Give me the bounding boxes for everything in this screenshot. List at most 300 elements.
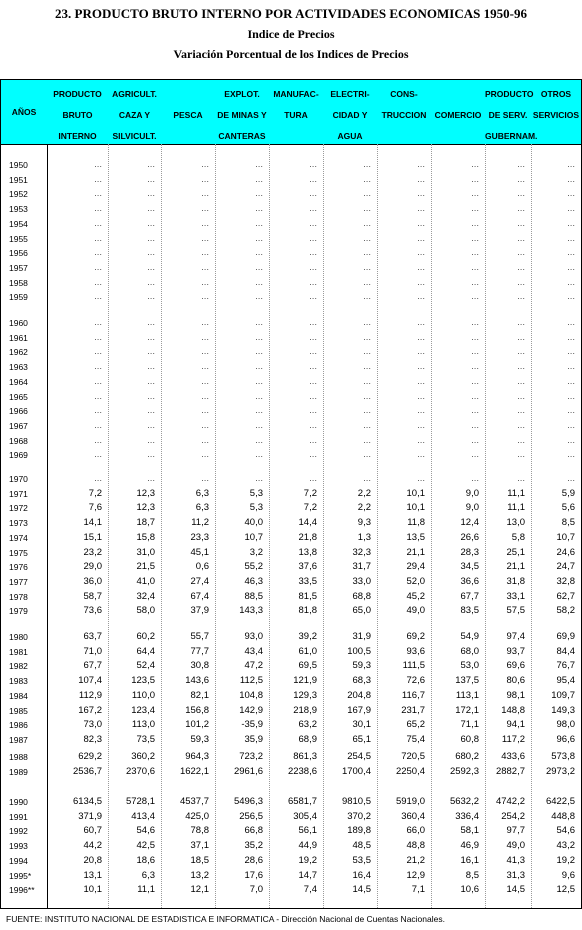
table-cell: 3,2 <box>249 546 263 558</box>
table-cell: ... <box>471 232 479 244</box>
table-cell: ... <box>363 173 371 185</box>
table-cell: ... <box>471 173 479 185</box>
table-cell: ... <box>417 291 425 303</box>
table-row <box>1 472 581 487</box>
table-cell: ... <box>201 405 209 417</box>
table-cell: 7,6 <box>88 502 102 514</box>
row-year: 1961 <box>9 332 28 343</box>
table-cell: ... <box>201 232 209 244</box>
table-cell: 13,0 <box>506 517 525 529</box>
table-subtitle: Indice de Precios <box>247 27 335 41</box>
table-cell: ... <box>417 473 425 484</box>
table-cell: ... <box>363 449 371 461</box>
table-cell: ... <box>417 247 425 259</box>
table-cell: 68,3 <box>352 675 371 687</box>
row-year: 1994 <box>9 855 28 866</box>
table-cell: ... <box>309 247 317 259</box>
table-cell: 13,5 <box>406 531 425 543</box>
table-cell: 61,0 <box>298 645 317 657</box>
table-row <box>1 718 581 733</box>
table-cell: ... <box>567 317 575 328</box>
table-cell: 57,5 <box>506 605 525 617</box>
row-year: 1982 <box>9 661 28 672</box>
table-cell: 54,9 <box>460 631 479 642</box>
table-cell: 65,0 <box>352 605 371 617</box>
table-cell: ... <box>309 291 317 303</box>
table-row <box>1 765 581 780</box>
table-cell: 7,2 <box>303 502 317 514</box>
table-cell: 25,1 <box>506 546 525 558</box>
table-cell: ... <box>567 159 575 170</box>
table-cell: 41,0 <box>136 575 155 587</box>
table-cell: ... <box>201 261 209 273</box>
table-cell: 73,0 <box>83 719 102 731</box>
table-cell: 113,1 <box>455 689 479 701</box>
table-cell: 33,0 <box>352 575 371 587</box>
table-cell: ... <box>567 232 575 244</box>
table-cell: ... <box>147 291 155 303</box>
table-cell: 54,6 <box>136 825 155 837</box>
table-cell: ... <box>567 203 575 215</box>
table-cell: ... <box>517 261 525 273</box>
table-cell: 93,0 <box>244 631 263 642</box>
table-row <box>1 375 581 390</box>
table-cell: 172,1 <box>455 704 479 716</box>
table-cell: 82,1 <box>190 689 209 701</box>
table-cell: ... <box>363 361 371 373</box>
table-cell: ... <box>147 375 155 387</box>
table-cell: ... <box>417 405 425 417</box>
header-years: AÑOS <box>11 107 37 117</box>
table-cell: 11,1 <box>507 487 525 499</box>
table-cell: 17,6 <box>244 869 263 881</box>
table-cell: ... <box>201 188 209 200</box>
header-col-8 <box>485 80 538 144</box>
table-cell: ... <box>417 188 425 200</box>
table-cell: 68,0 <box>460 645 479 657</box>
table-cell: 5,3 <box>249 502 263 514</box>
table-cell: ... <box>255 232 263 244</box>
table-row <box>1 869 581 884</box>
table-cell: 56,1 <box>298 825 317 837</box>
table-cell: ... <box>255 247 263 259</box>
table-cell: 7,0 <box>249 884 263 896</box>
table-cell: 93,6 <box>406 645 425 657</box>
table-cell: 113,0 <box>131 719 155 731</box>
table-row <box>1 232 581 247</box>
table-row <box>1 331 581 346</box>
table-cell: 107,4 <box>78 675 102 687</box>
table-cell: ... <box>201 291 209 303</box>
table-cell: 36,6 <box>460 575 479 587</box>
table-cell: ... <box>147 419 155 431</box>
table-cell: ... <box>517 390 525 402</box>
header-col-5 <box>323 80 377 144</box>
table-cell: 12,3 <box>136 487 155 499</box>
table-cell: 33,5 <box>298 575 317 587</box>
table-row <box>1 674 581 689</box>
table-cell: ... <box>255 419 263 431</box>
header-label-line: SILVICULT. <box>112 131 157 141</box>
table-cell: 67,7 <box>460 590 479 602</box>
table-cell: 84,4 <box>556 645 575 657</box>
table-cell: 7,2 <box>303 487 317 499</box>
table-cell: ... <box>201 473 209 484</box>
table-cell: 305,4 <box>293 810 317 822</box>
table-cell: 13,2 <box>190 869 209 881</box>
table-cell: 7,4 <box>303 884 317 896</box>
table-cell: 71,1 <box>460 719 479 731</box>
table-cell: 35,2 <box>244 840 263 852</box>
table-cell: 21,8 <box>298 531 317 543</box>
table-cell: 94,1 <box>506 719 525 731</box>
row-year: 1983 <box>9 676 28 687</box>
table-cell: ... <box>363 473 371 484</box>
table-cell: ... <box>309 173 317 185</box>
header-label-line: PESCA <box>173 110 203 120</box>
table-cell: 16,1 <box>460 854 479 866</box>
table-cell: ... <box>94 419 102 431</box>
table-cell: 81,5 <box>298 590 317 602</box>
row-year: 1981 <box>9 646 28 657</box>
table-cell: ... <box>417 232 425 244</box>
table-cell: ... <box>201 346 209 358</box>
table-cell: 78,8 <box>190 825 209 837</box>
table-cell: 75,4 <box>406 733 425 745</box>
table-cell: 5,8 <box>511 531 525 543</box>
table-row <box>1 276 581 291</box>
table-row <box>1 854 581 869</box>
table-cell: 24,7 <box>556 561 575 573</box>
row-year: 1953 <box>9 204 28 215</box>
table-row <box>1 839 581 854</box>
table-cell: 28,6 <box>244 854 263 866</box>
table-cell: 30,8 <box>190 660 209 672</box>
table-row <box>1 659 581 674</box>
table-cell: 9,0 <box>465 487 479 499</box>
table-cell: 9810,5 <box>341 796 371 807</box>
table-cell: 5728,1 <box>125 796 155 807</box>
table-cell: ... <box>309 419 317 431</box>
header-label-line: AGUA <box>337 131 363 141</box>
table-cell: ... <box>201 203 209 215</box>
table-cell: 69,2 <box>406 631 425 642</box>
table-cell: 9,0 <box>465 502 479 514</box>
table-cell: ... <box>94 390 102 402</box>
table-cell: 189,8 <box>347 825 371 837</box>
table-cell: 98,1 <box>506 689 525 701</box>
header-label-line: PRODUCTO <box>53 89 102 99</box>
table-row <box>1 604 581 619</box>
table-cell: ... <box>517 434 525 446</box>
table-cell: ... <box>417 276 425 288</box>
table-cell: ... <box>567 188 575 200</box>
table-cell: 81,8 <box>298 605 317 617</box>
header-col-2 <box>161 80 215 144</box>
table-row <box>1 531 581 546</box>
table-cell: ... <box>94 375 102 387</box>
row-year: 1956 <box>9 248 28 259</box>
table-cell: 964,3 <box>185 751 209 762</box>
table-cell: ... <box>417 449 425 461</box>
header-col-7 <box>431 80 485 144</box>
table-cell: 10,1 <box>83 884 102 896</box>
row-year: 1986 <box>9 720 28 731</box>
row-year: 1992 <box>9 826 28 837</box>
table-cell: ... <box>147 159 155 170</box>
row-year: 1976 <box>9 562 28 573</box>
table-row <box>1 516 581 531</box>
table-cell: 58,7 <box>83 590 102 602</box>
table-cell: 7,2 <box>88 487 102 499</box>
table-cell: 66,0 <box>406 825 425 837</box>
table-row <box>1 824 581 839</box>
header-label-line: OTROS <box>540 89 572 99</box>
table-cell: 143,3 <box>239 605 263 617</box>
table-row <box>1 689 581 704</box>
header-label-line: PRODUCTO <box>485 89 534 99</box>
table-cell: ... <box>201 449 209 461</box>
table-cell: 88,5 <box>244 590 263 602</box>
table-cell: 60,2 <box>136 631 155 642</box>
table-cell: 12,9 <box>406 869 425 881</box>
header-label-line: GUBERNAM. <box>485 131 538 141</box>
table-cell: 58,2 <box>556 605 575 617</box>
table-cell: 68,8 <box>352 590 371 602</box>
table-cell: ... <box>201 375 209 387</box>
table-cell: ... <box>309 203 317 215</box>
table-cell: ... <box>255 173 263 185</box>
table-cell: 76,7 <box>556 660 575 672</box>
table-cell: 48,5 <box>352 840 371 852</box>
header-label-line: MANUFAC- <box>273 89 319 99</box>
table-cell: ... <box>567 390 575 402</box>
table-cell: 143,6 <box>185 675 209 687</box>
table-cell: ... <box>255 159 263 170</box>
table-cell: ... <box>147 449 155 461</box>
header-label-line: COMERCIO <box>434 110 482 120</box>
table-cell: ... <box>147 247 155 259</box>
table-cell: ... <box>255 390 263 402</box>
table-row <box>1 560 581 575</box>
table-cell: 45,2 <box>406 590 425 602</box>
table-cell: 41,3 <box>506 854 525 866</box>
table-cell: ... <box>417 331 425 343</box>
table-cell: 95,4 <box>556 675 575 687</box>
table-row <box>1 345 581 360</box>
table-cell: 2592,3 <box>449 765 479 777</box>
table-cell: ... <box>417 261 425 273</box>
table-cell: ... <box>567 346 575 358</box>
table-cell: 231,7 <box>401 704 425 716</box>
table-cell: ... <box>363 390 371 402</box>
row-year: 1967 <box>9 420 28 431</box>
table-cell: 12,3 <box>136 502 155 514</box>
table-cell: ... <box>517 247 525 259</box>
table-subtitle-2: Variación Porcentual de los Indices de Precios <box>173 47 409 61</box>
table-cell: ... <box>255 375 263 387</box>
table-cell: 65,1 <box>352 733 371 745</box>
table-cell: ... <box>309 375 317 387</box>
table-cell: 31,9 <box>352 631 371 642</box>
table-cell: 73,6 <box>83 605 102 617</box>
table-cell: ... <box>201 434 209 446</box>
table-cell: 15,1 <box>83 531 102 543</box>
table-cell: ... <box>255 473 263 484</box>
table-cell: ... <box>471 473 479 484</box>
table-row <box>1 246 581 261</box>
table-cell: ... <box>363 434 371 446</box>
header-label-line: INTERNO <box>58 131 97 141</box>
row-year: 1977 <box>9 576 28 587</box>
table-cell: 8,5 <box>561 517 575 529</box>
row-year: 1965 <box>9 391 28 402</box>
table-row <box>1 202 581 217</box>
row-year: 1964 <box>9 376 28 387</box>
table-cell: ... <box>201 331 209 343</box>
table-row <box>1 158 581 173</box>
table-cell: ... <box>517 232 525 244</box>
table-cell: 54,6 <box>556 825 575 837</box>
table-cell: 629,2 <box>78 751 102 762</box>
table-cell: 53,5 <box>352 854 371 866</box>
row-year: 1991 <box>9 811 28 822</box>
header-label-line: CANTERAS <box>218 131 266 141</box>
table-cell: 23,2 <box>83 546 102 558</box>
table-cell: ... <box>147 317 155 328</box>
table-cell: ... <box>309 473 317 484</box>
header-label-line: EXPLOT. <box>224 89 260 99</box>
table-cell: ... <box>471 361 479 373</box>
table-cell: 254,2 <box>501 810 525 822</box>
table-cell: ... <box>471 317 479 328</box>
table-cell: 55,2 <box>244 561 263 573</box>
table-cell: 18,5 <box>190 854 209 866</box>
table-cell: ... <box>309 346 317 358</box>
header-col-9 <box>531 80 581 144</box>
table-cell: ... <box>417 317 425 328</box>
table-cell: ... <box>309 188 317 200</box>
table-cell: 45,1 <box>190 546 209 558</box>
table-cell: 13,1 <box>83 869 102 881</box>
row-year: 1966 <box>9 406 28 417</box>
table-cell: 80,6 <box>506 675 525 687</box>
table-title: 23. PRODUCTO BRUTO INTERNO POR ACTIVIDADES ECONOMICAS 1950-96 <box>55 6 527 21</box>
table-cell: 18,6 <box>136 854 155 866</box>
table-cell: ... <box>471 276 479 288</box>
table-cell: ... <box>255 361 263 373</box>
table-cell: ... <box>255 405 263 417</box>
table-cell: 14,5 <box>352 884 371 896</box>
table-cell: ... <box>517 317 525 328</box>
row-year: 1989 <box>9 766 28 777</box>
table-cell: 47,2 <box>244 660 263 672</box>
header-label-line: CIDAD Y <box>332 110 368 120</box>
table-cell: 62,7 <box>556 590 575 602</box>
table-row <box>1 575 581 590</box>
table-cell: ... <box>471 346 479 358</box>
table-cell: 31,8 <box>506 575 525 587</box>
table-cell: ... <box>255 261 263 273</box>
table-cell: 1700,4 <box>341 765 371 777</box>
table-cell: 256,5 <box>239 810 263 822</box>
table-cell: 121,9 <box>293 675 317 687</box>
table-cell: ... <box>567 247 575 259</box>
table-cell: ... <box>255 346 263 358</box>
table-cell: 52,4 <box>136 660 155 672</box>
table-cell: ... <box>94 317 102 328</box>
table-cell: 31,3 <box>506 869 525 881</box>
table-cell: ... <box>94 405 102 417</box>
row-year: 1988 <box>9 752 28 762</box>
table-cell: ... <box>94 173 102 185</box>
table-cell: ... <box>363 232 371 244</box>
header-col-0 <box>47 80 108 144</box>
table-cell: 448,8 <box>551 810 575 822</box>
table-cell: 723,2 <box>239 751 263 762</box>
table-cell: 573,8 <box>551 751 575 762</box>
table-cell: 425,0 <box>185 810 209 822</box>
table-row <box>1 487 581 502</box>
table-cell: ... <box>471 247 479 259</box>
table-cell: 2,2 <box>357 487 371 499</box>
row-year: 1959 <box>9 292 28 303</box>
table-cell: 19,2 <box>298 854 317 866</box>
table-row <box>1 448 581 463</box>
table-cell: 11,2 <box>191 517 209 529</box>
table-cell: 336,4 <box>455 810 479 822</box>
table-cell: ... <box>417 203 425 215</box>
table-cell: 67,4 <box>190 590 209 602</box>
table-row <box>1 546 581 561</box>
table-cell: 63,2 <box>298 719 317 731</box>
table-cell: ... <box>309 159 317 170</box>
table-cell: 2961,6 <box>233 765 263 777</box>
table-cell: ... <box>94 159 102 170</box>
table-cell: 93,7 <box>506 645 525 657</box>
table-cell: 69,6 <box>506 660 525 672</box>
row-year: 1952 <box>9 189 28 200</box>
table-cell: ... <box>517 419 525 431</box>
table-cell: ... <box>567 434 575 446</box>
table-cell: ... <box>471 419 479 431</box>
table-cell: ... <box>255 331 263 343</box>
table-cell: ... <box>417 419 425 431</box>
table-cell: 10,1 <box>406 502 425 514</box>
table-cell: 254,5 <box>347 751 371 762</box>
header-label-line: ELECTRI- <box>330 89 370 99</box>
table-cell: ... <box>201 317 209 328</box>
table-cell: 31,0 <box>136 546 155 558</box>
table-cell: 44,2 <box>83 840 102 852</box>
row-year: 1972 <box>9 503 28 514</box>
table-cell: 71,0 <box>83 645 102 657</box>
table-cell: ... <box>567 449 575 461</box>
table-cell: ... <box>147 434 155 446</box>
table-cell: 218,9 <box>293 704 317 716</box>
header-label-line: DE SERV. <box>488 110 528 120</box>
header-col-3 <box>215 80 269 144</box>
table-cell: ... <box>255 291 263 303</box>
table-cell: 6134,5 <box>72 796 102 807</box>
source-note: FUENTE: INSTITUTO NACIONAL DE ESTADISTICA E INFORMATICA - Dirección Nacional de Cuentas Nacionales. <box>6 914 445 924</box>
header-label-line: TRUCCION <box>381 110 427 120</box>
table-row <box>1 419 581 434</box>
table-cell: ... <box>201 276 209 288</box>
table-cell: ... <box>201 217 209 229</box>
title-block <box>0 4 582 64</box>
table-cell: 9,6 <box>561 869 575 881</box>
